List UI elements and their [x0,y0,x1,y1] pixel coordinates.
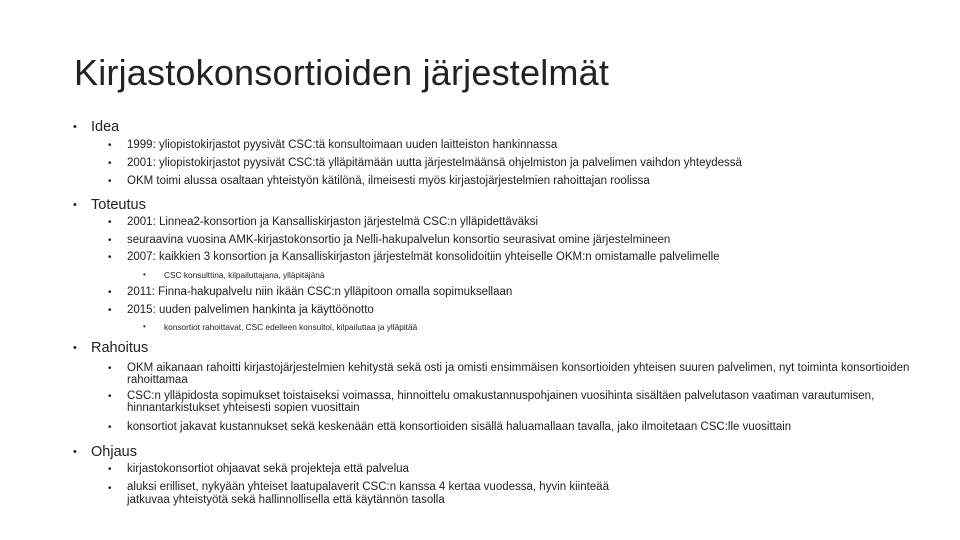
list-item-text: CSC:n ylläpidosta sopimukset toistaiseksi voimassa, hinnoittelu omakustannuspohjainen vuosihinta sisältäen palvelutason vaatiman varautumisen, hinnantarkistukset yhteisesti sopien vuosittain [127,390,875,414]
list-item [108,157,742,169]
bullet-icon: • [108,391,112,402]
list-item-text: 2001: yliopistokirjastot pyysivät CSC:tä ylläpitämään uutta järjestelmäänsä ohjelmiston ja palvelimen vaihdon yhteydessä [127,157,742,169]
section-heading-label: Ohjaus [91,444,137,460]
list-item-text: 2007: kaikkien 3 konsortion ja Kansalliskirjaston järjestelmät konsolidoitiin yhteiselle OKM:n omistamalle palvelimelle [127,251,720,263]
bullet-icon: • [108,252,112,263]
bullet-icon: • [108,287,112,298]
slide-title: Kirjastokonsortioiden järjestelmät [74,52,610,93]
section-heading-ohjaus [73,444,137,460]
bullet-icon: • [108,305,112,316]
bullet-icon: • [108,483,112,494]
section-heading-label: Idea [91,119,120,135]
section-heading-idea [73,119,120,135]
bullet-icon: • [108,158,112,169]
bullet-icon: • [108,422,112,433]
list-item-text: 1999: yliopistokirjastot pyysivät CSC:tä konsultoimaan uuden laitteiston hankinnassa [127,139,558,151]
list-item [108,139,558,151]
list-item [108,421,792,433]
sub-list-item-text: konsortiot rahoittavat, CSC edelleen konsultoi, kilpailuttaa ja ylläpitää [164,322,418,332]
list-item-text: OKM aikanaan rahoitti kirjastojärjestelmien kehitystä sekä osti ja omisti ensimmäisen konsortioiden yhteisen suuren palvelimen, nyt toiminta konsortioiden rahoittamaa [127,362,910,386]
list-item [108,362,927,386]
sub-list-item [143,270,325,280]
section-heading-label: Toteutus [91,197,146,213]
bullet-icon: • [73,446,77,458]
list-item-text: 2001: Linnea2-konsortion ja Kansalliskirjaston järjestelmä CSC:n ylläpidettäväksi [127,216,539,228]
bullet-icon: • [108,176,112,187]
bullet-icon: • [108,217,112,228]
bullet-icon: • [143,322,146,331]
section-heading-rahoitus [73,340,149,356]
list-item [108,481,617,507]
list-item-text: aluksi erilliset, nykyään yhteiset laatupalaverit CSC:n kanssa 4 kertaa vuodessa, hyvin kiinteää jatkuvaa yhteistyötä sekä hallinnollisella että käytännön tasolla [127,481,609,506]
list-item-text: seuraavina vuosina AMK-kirjastokonsortio ja Nelli-hakupalvelun konsortio seurasivat omine järjestelmineen [127,234,671,246]
list-item-text: OKM toimi alussa osaltaan yhteistyön kätilönä, ilmeisesti myös kirjastojärjestelmien rahoittajan roolissa [127,175,650,187]
sub-list-item [143,322,418,332]
bullet-icon: • [73,199,77,211]
list-item-text: kirjastokonsortiot ohjaavat sekä projekteja että palvelua [127,463,409,475]
list-item [108,286,513,298]
list-item [108,463,409,475]
list-item [108,251,720,263]
section-heading-toteutus [73,197,146,213]
bullet-icon: • [108,363,112,374]
bullet-icon: • [73,121,77,133]
list-item [108,390,933,414]
list-item-text: 2015: uuden palvelimen hankinta ja käyttöönotto [127,304,374,316]
sub-list-item-text: CSC konsulttina, kilpailuttajana, ylläpitäjänä [164,270,325,280]
bullet-icon: • [108,235,112,246]
bullet-icon: • [108,140,112,151]
list-item-text: konsortiot jakavat kustannukset sekä keskenään että konsortioiden sisällä haluamallaan tavalla, jako ilmoitetaan CSC:lle vuosittain [127,421,792,433]
list-item [108,216,539,228]
bullet-icon: • [108,464,112,475]
bullet-icon: • [143,270,146,279]
list-item [108,304,374,316]
list-item [108,175,650,187]
list-item [108,234,671,246]
bullet-icon: • [73,342,77,354]
list-item-text: 2011: Finna-hakupalvelu niin ikään CSC:n ylläpitoon omalla sopimuksellaan [127,286,513,298]
section-heading-label: Rahoitus [91,340,149,356]
